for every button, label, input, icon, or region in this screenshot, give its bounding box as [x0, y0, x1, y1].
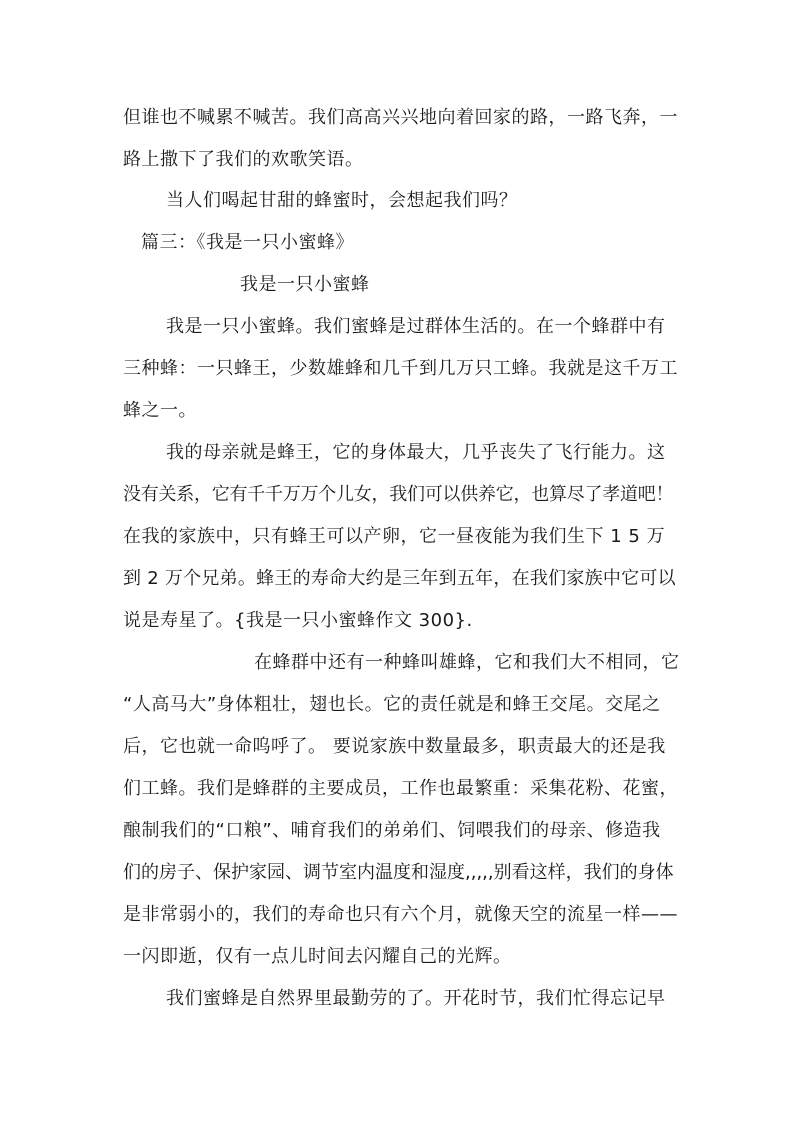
- section-heading: 篇三：《我是一只小蜜蜂》: [141, 232, 354, 253]
- text-line: 说是寿星了。{我是一只小蜜蜂作文 300}.: [123, 610, 473, 631]
- text-line: 没有关系，它有千千万万个儿女，我们可以供养它，也算尽了孝道吧！: [123, 484, 674, 505]
- text-line: 酿制我们的“口粮”、哺育我们的弟弟们、饲喂我们的母亲、修造我: [123, 820, 661, 841]
- text-line: 们的房子、保护家园、调节室内温度和湿度,,,,,别看这样，我们的身体: [123, 862, 674, 883]
- text-line: 三种蜂：一只蜂王，少数雄蜂和几千到几万只工蜂。我就是这千万工: [123, 358, 678, 379]
- text-line: 到 2 万个兄弟。蜂王的寿命大约是三年到五年，在我们家族中它可以: [123, 568, 676, 589]
- text-line: 后，它也就一命呜呼了。 要说家族中数量最多，职责最大的还是我: [123, 736, 666, 757]
- text-line: 蜂之一。: [123, 400, 197, 421]
- text-line: “人高马大”身体粗壮，翅也长。它的责任就是和蜂王交尾。交尾之: [123, 694, 661, 715]
- text-line: 在我的家族中，只有蜂王可以产卵，它一昼夜能为我们生下 1 5 万: [123, 526, 666, 547]
- text-line: 我的母亲就是蜂王，它的身体最大，几乎丧失了飞行能力。这: [166, 442, 666, 463]
- text-line: 们工蜂。我们是蜂群的主要成员，工作也最繁重：采集花粉、花蜜，: [123, 778, 678, 799]
- text-line: 一闪即逝，仅有一点儿时间去闪耀自己的光辉。: [123, 946, 512, 967]
- text-line: 我是一只小蜜蜂。我们蜜蜂是过群体生活的。在一个蜂群中有: [166, 316, 666, 337]
- text-line: 但谁也不喊累不喊苦。我们高高兴兴地向着回家的路，一路飞奔，一: [123, 107, 678, 128]
- text-line: 是非常弱小的，我们的寿命也只有六个月，就像天空的流星一样——: [123, 904, 678, 925]
- text-line: 当人们喝起甘甜的蜂蜜时，会想起我们吗？: [166, 190, 518, 211]
- article-title: 我是一只小蜜蜂: [240, 274, 370, 295]
- text-line: 我们蜜蜂是自然界里最勤劳的了。开花时节，我们忙得忘记早: [166, 988, 666, 1009]
- text-line: 在蜂群中还有一种蜂叫雄蜂，它和我们大不相同，它: [254, 652, 680, 673]
- text-line: 路上撒下了我们的欢歌笑语。: [123, 149, 364, 170]
